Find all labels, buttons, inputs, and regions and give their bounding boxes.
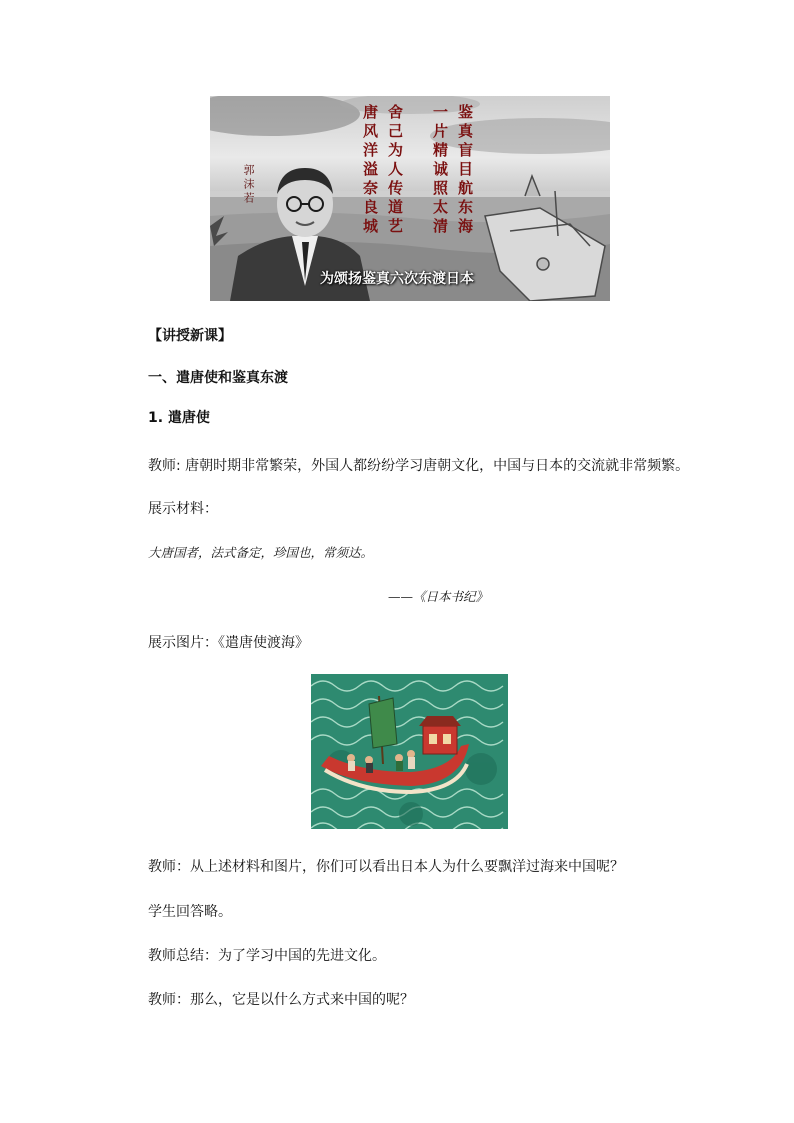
quote-source: ——《日本书纪》: [388, 589, 489, 604]
section-heading: 【讲授新课】: [148, 328, 232, 344]
teacher-question-2: 教师：那么，它是以什么方式来中国的呢？: [148, 992, 414, 1008]
author-signature: 郭沫若: [242, 164, 255, 206]
student-answer: 学生回答略。: [148, 904, 232, 920]
poem-column: 唐风洋溢奈良城: [361, 104, 379, 237]
quote-text: 大唐国者，法式备定，珍国也，常须达。: [148, 545, 374, 560]
material-label: 展示材料：: [148, 501, 218, 517]
image-label: 展示图片：《遣唐使渡海》: [148, 635, 309, 651]
poem-column: 鉴真盲目航东海: [456, 104, 474, 237]
lesson-heading: 一、遣唐使和鉴真东渡: [148, 370, 288, 386]
envoy-ship-painting: [311, 674, 508, 829]
subsection-heading: 1. 遣唐使: [148, 410, 210, 426]
teacher-question: 教师：从上述材料和图片，你们可以看出日本人为什么要飘洋过海来中国呢？: [148, 859, 624, 875]
poem-column: 一片精诚照太清: [431, 104, 449, 237]
poster-caption: 为颂扬鉴真六次东渡日本: [320, 271, 474, 287]
poem-column: 舍己为人传道艺: [386, 104, 404, 237]
poem-text: [362, 104, 472, 237]
painting-graphic: [311, 674, 508, 829]
teacher-paragraph: 教师: 唐朝时期非常繁荣，外国人都纷纷学习唐朝文化，中国与日本的交流就非常频繁。: [148, 458, 690, 474]
teacher-summary: 教师总结：为了学习中国的先进文化。: [148, 948, 386, 964]
guo-moruo-poem-image: [210, 96, 610, 301]
